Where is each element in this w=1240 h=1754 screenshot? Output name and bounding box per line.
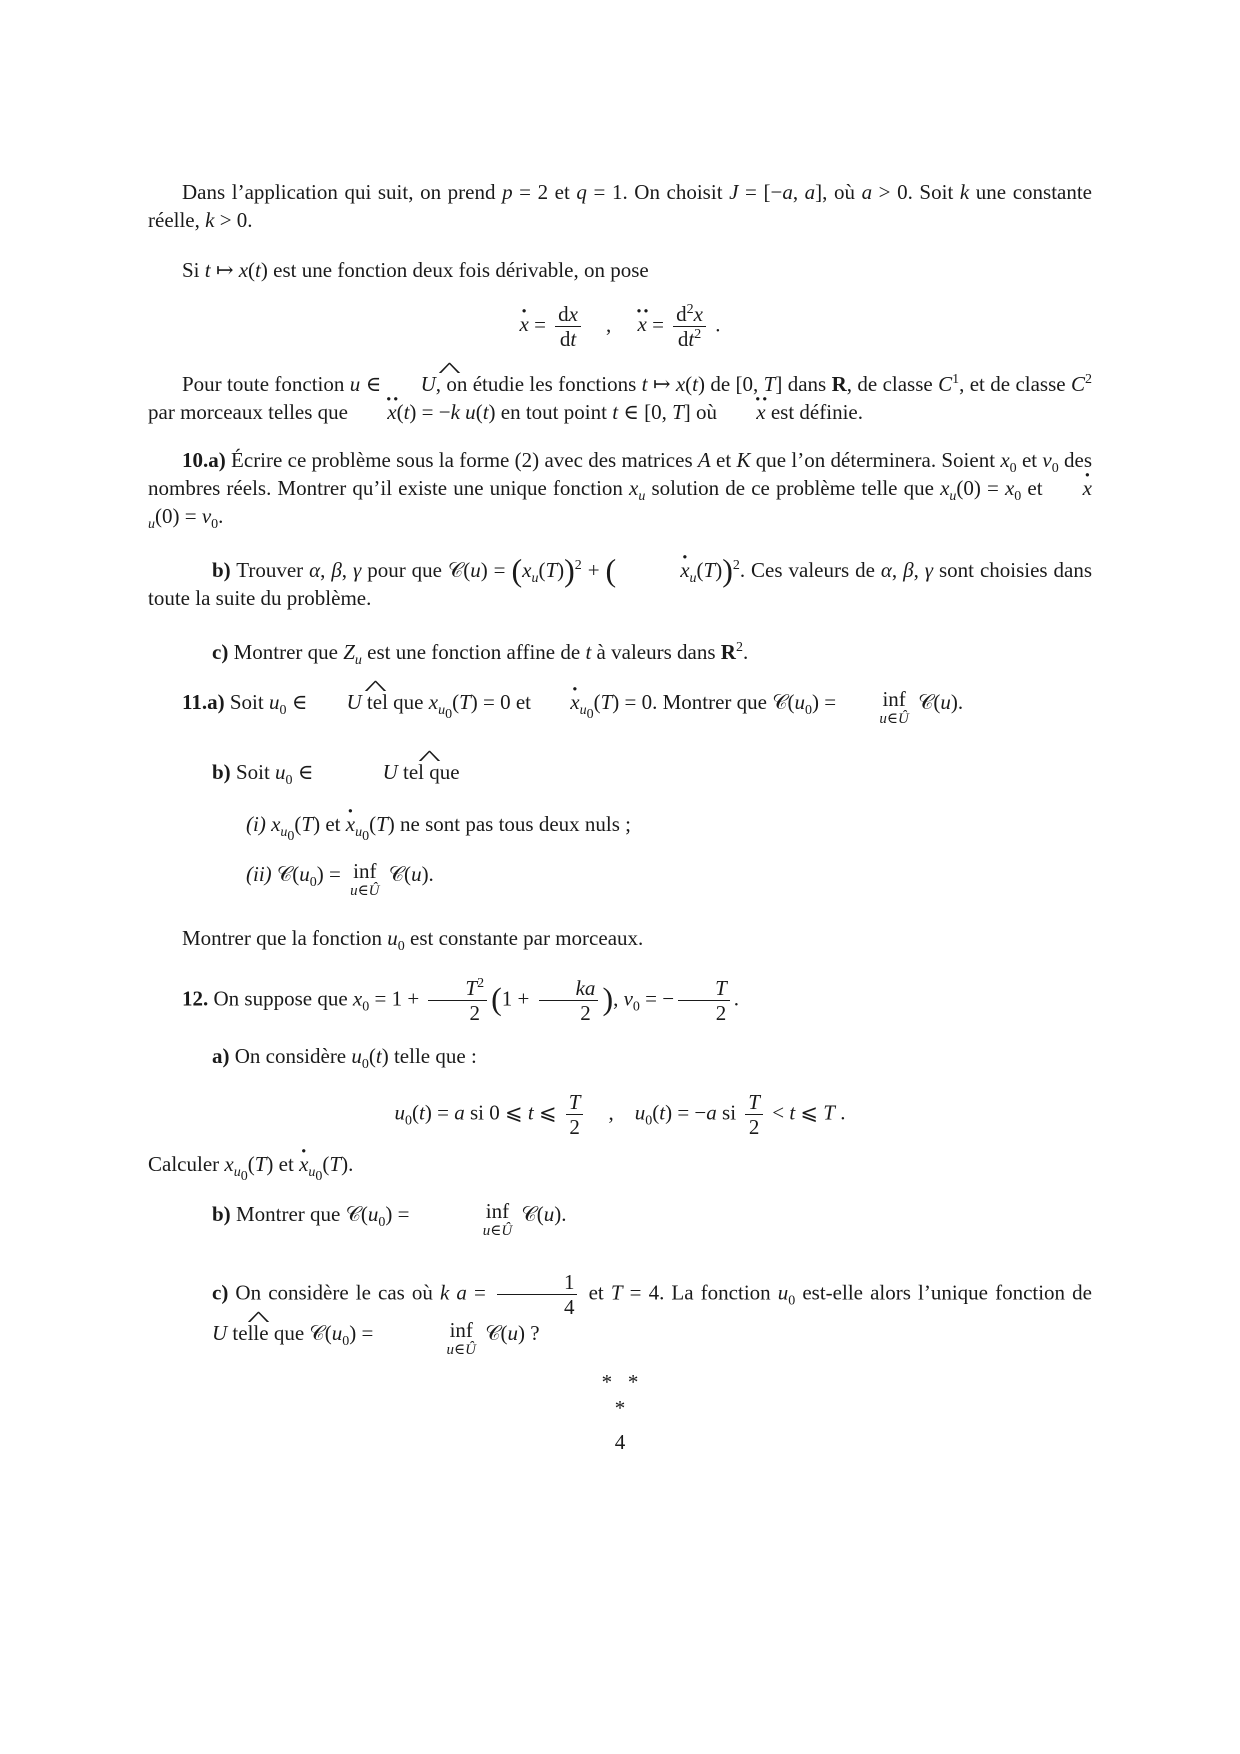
page-number: 4 — [614, 1430, 626, 1454]
question-12-intro: 12. On suppose que $x_0 = 1$ + $\frac{T^2}{2}$ (1 + $\frac{ka}{2}$ ), $v_0$ = − $\frac{T}{2}$ . — [182, 976, 740, 1025]
intro-paragraph: Dans l’application qui suit, on prend p = 2 et q = 1. On choisit J = [−a, a], où a > 0. Soit k une constante réelle, k > 0. — [148, 180, 1093, 232]
question-11a: 11.a) Soit $u_0$ ∈ ^ U tel que $x_{u_0}(T) = 0$ et · $x_{u_0}(T) = 0$. Montrer que $𝒞(u_0)$ = inf u∈Û 𝒞(u). — [148, 688, 1092, 728]
question-12c: c) On considère le cas où k a = $\frac{1}{4}$ et T = 4. La fonction $u_0$ est-elle alors l’unique fonction de ^ U telle que $𝒞(u_0)$ = inf u∈Û 𝒞(u) ? — [148, 1270, 1092, 1359]
question-11b-conclusion: Montrer que la fonction $u_0$ est constante par morceaux. — [182, 926, 644, 955]
problem-setup-paragraph: Pour toute fonction u ∈ ^ U, on étudie les fonctions t ↦ x(t) de [0, T] dans R, de classe $C^1$, et de classe $C^2$ par morceaux telles que ·· x(t) = −k u(t) en tout point t ∈ [0, T] où ·· x est définie. — [148, 370, 1092, 426]
question-12a-compute: Calculer $x_{u_0}(T)$ et · $x_{u_0}(T)$. — [148, 1150, 1092, 1178]
end-marker-top: * * — [601, 1370, 639, 1394]
question-10b: b) Trouver α, β, γ pour que 𝒞(u) = $(x_u(T))^2$ + (· $x_u(T))^2$. Ces valeurs de α, β, γ sont choisies dans toute la suite du problème. — [148, 556, 1092, 612]
end-marker-bottom: * — [614, 1396, 626, 1420]
question-12a: a) On considère $u_0(t)$ telle que : — [212, 1044, 477, 1073]
question-11b-item-ii: (ii) $𝒞(u_0)$ = inf u∈Û 𝒞(u). — [246, 859, 434, 899]
derivative-definition-equation: · x = $\frac{dx}{dt}$ , ·· x = $\frac{d^2x}{dt^2}$ . — [148, 302, 1092, 351]
question-12a-formula: $u_0(t) = a$ si 0 ⩽ t ⩽ $\frac{T}{2}$ , $u_0(t) = -a$ si $\frac{T}{2}$ < t ⩽ T . — [394, 1090, 846, 1139]
derivative-intro: Si t ↦ x(t) est une fonction deux fois dérivable, on pose — [182, 258, 649, 282]
question-11b: b) Soit $u_0$ ∈ ^ U tel que — [148, 758, 1092, 786]
question-11b-item-i: (i) $x_{u_0}(T)$ et · $x_{u_0}(T)$ ne sont pas tous deux nuls ; — [246, 810, 1086, 838]
question-12b: b) Montrer que $𝒞(u_0)$ = inf u∈Û 𝒞(u). — [212, 1199, 567, 1239]
question-10c: c) Montrer que $Z_u$ est une fonction affine de t à valeurs dans $R^2$. — [212, 640, 749, 669]
question-10a: 10.a) Écrire ce problème sous la forme (2) avec des matrices A et K que l’on déterminera. Soient $x_0$ et $v_0$ des nombres réels. Montrer qu’il existe une unique fonction $x_u$ solution de ce problème telle que $x_u(0) = x_0$ et · $x_u(0) = v_0$. — [148, 446, 1092, 530]
